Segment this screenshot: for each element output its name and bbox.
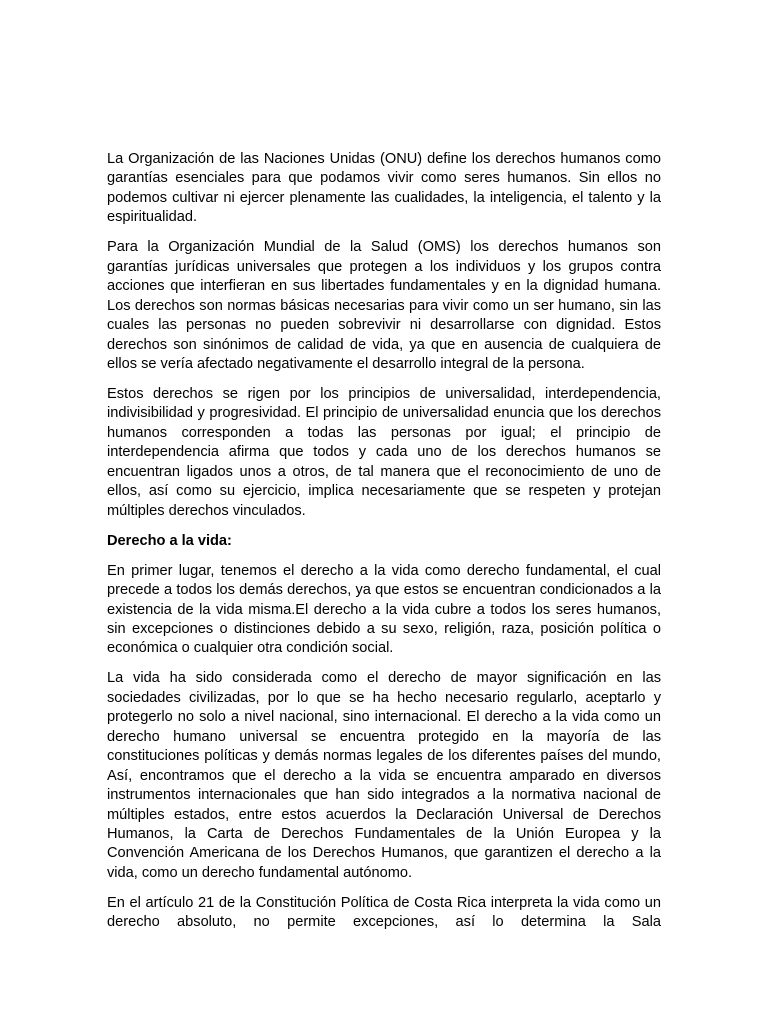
document-body [107,150,661,943]
paragraph-significacion: La vida ha sido considerada como el derecho de mayor significación en las sociedades civilizadas, por lo que se ha hecho necesario regularlo, aceptarlo y protegerlo no solo a nivel nacional, sino internacional. El derecho a la vida como un derecho humano universal se encuentra protegido en la mayoría de las constituciones políticas y demás normas legales de los diferentes países del mundo, Así, encontramos que el derecho a la vida se encuentra amparado en diversos instrumentos internacionales que han sido integrados a la normativa nacional de múltiples estados, entre estos acuerdos la Declaración Universal de Derechos Humanos, la Carta de Derechos Fundamentales de la Unión Europea y la Convención Americana de los Derechos Humanos, que garantizen el derecho a la vida, como un derecho fundamental autónomo. [107,670,661,881]
paragraph-costa-rica: En el artículo 21 de la Constitución Política de Costa Rica interpreta la vida como un derecho absoluto, no permite excepciones, así lo determina la Sala [107,894,661,931]
paragraph-derecho-vida: En primer lugar, tenemos el derecho a la vida como derecho fundamental, el cual precede a todos los demás derechos, ya que estos se encuentran condicionados a la existencia de la vida misma.El derecho a la vida cubre a todos los seres humanos, sin excepciones o distinciones debido a su sexo, religión, raza, posición política o económica o cualquier otra condición social. [107,562,661,657]
paragraph-onu: La Organización de las Naciones Unidas (ONU) define los derechos humanos como garantías esenciales para que podamos vivir como seres humanos. Sin ellos no podemos cultivar ni ejercer plenamente las cualidades, la inteligencia, el talento y la espiritualidad. [107,151,661,226]
paragraph-oms: Para la Organización Mundial de la Salud (OMS) los derechos humanos son garantías jurídicas universales que protegen a los individuos y los grupos contra acciones que interfieran en sus libertades fundamentales y en la dignidad humana. Los derechos son normas básicas necesarias para vivir como un ser humano, sin las cuales las personas no pueden sobrevivir ni desarrollarse con dignidad. Estos derechos son sinónimos de calidad de vida, ya que en ausencia de cualquiera de ellos se vería afectado negativamente el desarrollo integral de la persona. [107,239,661,373]
paragraph-principios: Estos derechos se rigen por los principios de universalidad, interdependencia, indivisibilidad y progresividad. El principio de universalidad enuncia que los derechos humanos corresponden a todas las personas por igual; el principio de interdependencia afirma que todos y cada uno de los derechos humanos se encuentran ligados unos a otros, de tal manera que el reconocimiento de uno de ellos, así como su ejercicio, implica necesariamente que se respeten y protejan múltiples derechos vinculados. [107,385,661,519]
section-heading: Derecho a la vida: [107,532,232,549]
